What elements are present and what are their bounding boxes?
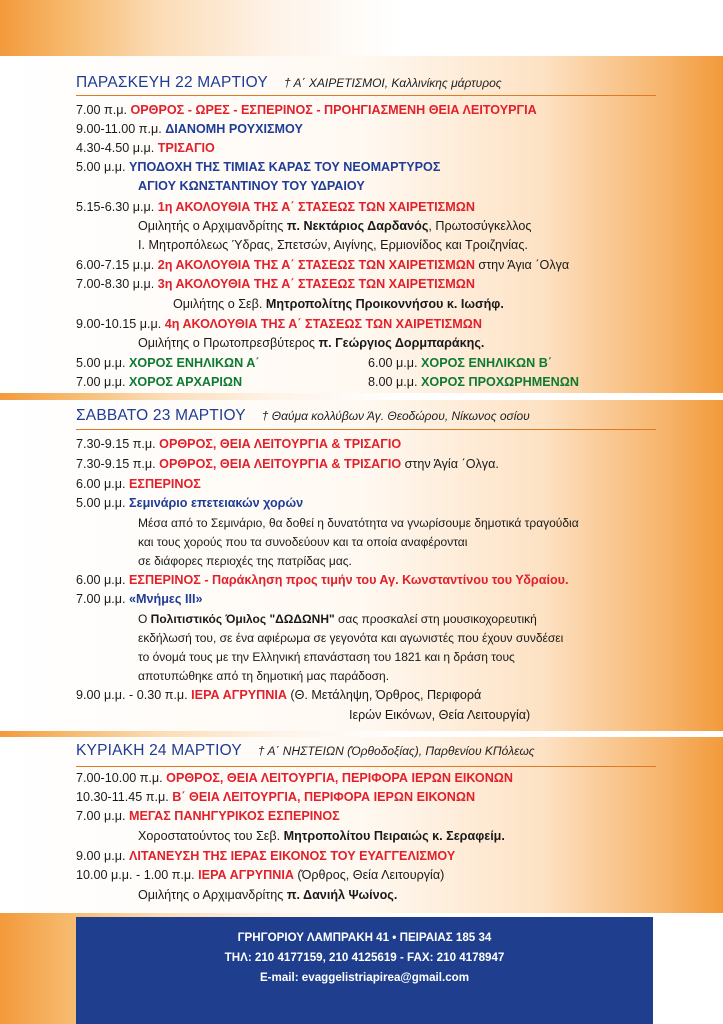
service: ΟΡΘΡΟΣ, ΘΕΙΑ ΛΕΙΤΟΥΡΓΙΑ & ΤΡΙΣΑΓΙΟ: [159, 437, 402, 451]
sunday-heading: [76, 742, 535, 760]
service: ΙΕΡΑ ΑΓΡΥΠΝΙΑ: [198, 868, 294, 882]
dance-group: ΧΟΡΟΣ ΑΡΧΑΡΙΩΝ: [129, 375, 243, 389]
speaker-line: [138, 828, 505, 845]
service: ΙΕΡΑ ΑΓΡΥΠΝΙΑ: [191, 688, 287, 702]
service-line: [76, 808, 340, 825]
speaker-line: [138, 335, 484, 352]
service: ΔΙΑΝΟΜΗ ΡΟΥΧΙΣΜΟΥ: [165, 122, 303, 136]
description-line: εκδήλωσή του, σε ένα αφιέρωμα σε γεγονότα και αγωνιστές που έχουν συνδέσει: [138, 631, 564, 645]
service: ΟΡΘΡΟΣ, ΘΕΙΑ ΛΕΙΤΟΥΡΓΙΑ, ΠΕΡΙΦΟΡΑ ΙΕΡΩΝ ΕΙΚΟΝΩΝ: [166, 771, 513, 785]
service: ΕΣΠΕΡΙΝΟΣ: [129, 477, 201, 491]
service-line: [76, 789, 475, 806]
speaker-label: Ομιλήτης ο Σεβ.: [173, 297, 266, 311]
service-line: [76, 591, 202, 608]
time: 7.00-10.00 π.μ.: [76, 771, 163, 785]
service: ΤΡΙΣΑΓΙΟ: [157, 141, 215, 155]
time: 10.00 μ.μ. - 1.00 π.μ.: [76, 868, 195, 882]
friday-heading: [76, 74, 502, 92]
divider: [76, 95, 656, 96]
speaker-line: [138, 887, 397, 904]
time: 9.00 μ.μ. - 0.30 π.μ.: [76, 688, 188, 702]
time: 6.00 μ.μ.: [76, 573, 126, 587]
service-line: [76, 159, 440, 176]
service: ΕΣΠΕΡΙΝΟΣ - Παράκληση προς τιμήν του Αγ. Κωνσταντίνου του Υδραίου.: [129, 573, 569, 587]
service-line: [76, 456, 499, 473]
day-title: ΣΑΒΒΑΤΟ 23 ΜΑΡΤΙΟΥ: [76, 407, 246, 424]
service-line: [76, 476, 201, 493]
service: 1η ΑΚΟΛΟΥΘΙΑ ΤΗΣ Α΄ ΣΤΑΣΕΩΣ ΤΩΝ ΧΑΙΡΕΤΙΣΜΩΝ: [157, 200, 475, 214]
time: 5.00 μ.μ.: [76, 160, 126, 174]
description-line: αποτυπώθηκε από τη δημοτική μας παράδοση.: [138, 669, 390, 683]
service-line: [76, 199, 475, 216]
service-line: [76, 140, 215, 157]
time: 9.00 μ.μ.: [76, 849, 126, 863]
day-title: ΚΥΡΙΑΚΗ 24 ΜΑΡΤΙΟΥ: [76, 742, 242, 759]
speaker-label: Ομιλήτης ο Αρχιμανδρίτης: [138, 888, 287, 902]
service-line: [76, 102, 537, 119]
time: 8.00 μ.μ.: [368, 375, 418, 389]
service-line: [76, 848, 455, 865]
time: 7.00 μ.μ.: [76, 375, 126, 389]
service: ΟΡΘΡΟΣ - ΩΡΕΣ - ΕΣΠΕΡΙΝΟΣ - ΠΡΟΗΓΙΑΣΜΕΝΗ ΘΕΙΑ ΛΕΙΤΟΥΡΓΙΑ: [130, 103, 537, 117]
address: ΓΡΗΓΟΡΙΟΥ ΛΑΜΠΡΑΚΗ 41 • ΠΕΙΡΑΙΑΣ 185 34: [237, 931, 492, 944]
service-line: [76, 316, 482, 333]
dance-group: ΧΟΡΟΣ ΕΝΗΛΙΚΩΝ Β΄: [421, 356, 553, 370]
time: 7.00 μ.μ.: [76, 809, 126, 823]
dance-group: ΧΟΡΟΣ ΠΡΟΧΩΡΗΜΕΝΩΝ: [421, 375, 579, 389]
service: Σεμινάριο επετειακών χορών: [129, 496, 304, 510]
feast-name: † Α΄ ΧΑΙΡΕΤΙΣΜΟΙ, Καλλινίκης μάρτυρος: [283, 76, 502, 90]
service-line: [76, 121, 303, 138]
text: Ο: [138, 612, 151, 626]
description-line: [138, 611, 537, 628]
time: 9.00-10.15 μ.μ.: [76, 317, 162, 331]
speaker-name: Μητροπολίτης Προικοννήσου κ. Ιωσήφ.: [265, 297, 504, 311]
service-line: [76, 257, 569, 274]
time: 5.00 μ.μ.: [76, 356, 126, 370]
service: ΟΡΘΡΟΣ, ΘΕΙΑ ΛΕΙΤΟΥΡΓΙΑ & ΤΡΙΣΑΓΙΟ: [159, 457, 402, 471]
time: 4.30-4.50 μ.μ.: [76, 141, 155, 155]
description-line: το όνομά τους με την Ελληνική επανάσταση του 1821 και η δράση τους: [138, 650, 515, 664]
service-line: [76, 867, 444, 884]
dance-class: [76, 355, 260, 372]
time: 7.30-9.15 π.μ.: [76, 437, 156, 451]
text: σας προσκαλεί στη μουσικοχορευτική: [334, 612, 537, 626]
speaker-role-line: Ι. Μητροπόλεως Ύδρας, Σπετσών, Αιγίνης, Ερμιονίδος και Τροιζηνίας.: [138, 238, 528, 252]
service: Β΄ ΘΕΙΑ ΛΕΙΤΟΥΡΓΙΑ, ΠΕΡΙΦΟΡΑ ΙΕΡΩΝ ΕΙΚΟΝΩΝ: [172, 790, 476, 804]
time: 6.00 μ.μ.: [368, 356, 418, 370]
service-continued: ΑΓΙΟΥ ΚΩΝΣΤΑΝΤΙΝΟΥ ΤΟΥ ΥΔΡΑΙΟΥ: [138, 179, 365, 193]
service-line: [76, 687, 481, 704]
description-line: Μέσα από το Σεμινάριο, θα δοθεί η δυνατότητα να γνωρίσουμε δημοτικά τραγούδια: [138, 516, 579, 530]
time: 7.00 π.μ.: [76, 103, 127, 117]
speaker-line: [138, 218, 531, 235]
divider: [76, 429, 656, 430]
saturday-heading: [76, 407, 530, 425]
service: «Μνήμες ΙΙΙ»: [129, 592, 203, 606]
speaker-line: [173, 296, 504, 313]
speaker-name: π. Γεώργιος Δορμπαράκης.: [318, 336, 485, 350]
time: 7.00-8.30 μ.μ.: [76, 277, 155, 291]
speaker-name: π. Δανιήλ Ψωίνος.: [286, 888, 398, 902]
time: 6.00 μ.μ.: [76, 477, 126, 491]
time: 10.30-11.45 π.μ.: [76, 790, 169, 804]
service: ΜΕΓΑΣ ΠΑΝΗΓΥΡΙΚΟΣ ΕΣΠΕΡΙΝΟΣ: [129, 809, 340, 823]
speaker-name: π. Νεκτάριος Δαρδανός: [286, 219, 429, 233]
dance-class: [76, 374, 242, 391]
organizer: Πολιτιστικός Όμιλος "ΔΩΔΩΝΗ": [150, 612, 335, 626]
location: στην Άγια ΄Ολγα: [474, 258, 570, 272]
phone-fax: ΤΗΛ: 210 4177159, 210 4125619 - FAX: 210 4178947: [224, 951, 505, 964]
time: 7.30-9.15 π.μ.: [76, 457, 156, 471]
time: 9.00-11.00 π.μ.: [76, 122, 162, 136]
dance-group: ΧΟΡΟΣ ΕΝΗΛΙΚΩΝ Α΄: [129, 356, 260, 370]
speaker-label: Ομιλητής ο Αρχιμανδρίτης: [138, 219, 287, 233]
divider: [76, 766, 656, 767]
service-line: [76, 770, 513, 787]
details-continued: Ιερών Εικόνων, Θεία Λειτουργία): [349, 708, 531, 722]
feast-name: † Α΄ ΝΗΣΤΕΙΩΝ (Όρθοδοξίας), Παρθενίου ΚΠόλεως: [257, 744, 535, 758]
time: 5.00 μ.μ.: [76, 496, 126, 510]
time: 5.15-6.30 μ.μ.: [76, 200, 155, 214]
day-title: ΠΑΡΑΣΚΕΥΗ 22 ΜΑΡΤΙΟΥ: [76, 74, 268, 91]
details: (Θ. Μετάληψη, Όρθρος, Περιφορά: [286, 688, 482, 702]
description-line: σε διάφορες περιοχές της πατρίδας μας.: [138, 554, 352, 568]
service-line: [76, 436, 401, 453]
email[interactable]: E-mail: evaggelistriapirea@gmail.com: [259, 971, 470, 984]
speaker-label: Χοροστατούντος του Σεβ.: [138, 829, 284, 843]
dance-class: [368, 355, 552, 372]
feast-name: † Θαύμα κολλύβων Άγ. Θεοδώρου, Νίκωνος οσίου: [261, 409, 530, 423]
speaker-label: Ομιλήτης ο Πρωτοπρεσβύτερος: [138, 336, 319, 350]
service: 4η ΑΚΟΛΟΥΘΙΑ ΤΗΣ Α΄ ΣΤΑΣΕΩΣ ΤΩΝ ΧΑΙΡΕΤΙΣΜΩΝ: [164, 317, 482, 331]
speaker-name: Μητροπολίτου Πειραιώς κ. Σεραφείμ.: [283, 829, 505, 843]
dance-class: [368, 374, 579, 391]
time: 7.00 μ.μ.: [76, 592, 126, 606]
contact-footer: [76, 917, 653, 1024]
service: 2η ΑΚΟΛΟΥΘΙΑ ΤΗΣ Α΄ ΣΤΑΣΕΩΣ ΤΩΝ ΧΑΙΡΕΤΙΣΜΩΝ: [157, 258, 475, 272]
description-line: και τους χορούς που τα συνοδεύουν και τα οποία αναφέρονται: [138, 535, 468, 549]
service-line: [76, 572, 568, 589]
service: ΥΠΟΔΟΧΗ ΤΗΣ ΤΙΜΙΑΣ ΚΑΡΑΣ ΤΟΥ ΝΕΟΜΑΡΤΥΡΟΣ: [129, 160, 441, 174]
speaker-role: , Πρωτοσύγκελλος: [428, 219, 532, 233]
service-line: [76, 276, 475, 293]
service: 3η ΑΚΟΛΟΥΘΙΑ ΤΗΣ Α΄ ΣΤΑΣΕΩΣ ΤΩΝ ΧΑΙΡΕΤΙΣΜΩΝ: [157, 277, 475, 291]
service: ΛΙΤΑΝΕΥΣΗ ΤΗΣ ΙΕΡΑΣ ΕΙΚΟΝΟΣ ΤΟΥ ΕΥΑΓΓΕΛΙΣΜΟΥ: [129, 849, 456, 863]
time: 6.00-7.15 μ.μ.: [76, 258, 155, 272]
service-line: [76, 495, 303, 512]
location: στην Άγία ΄Ολγα.: [401, 457, 499, 471]
details: (Όρθρος, Θεία Λειτουργία): [293, 868, 445, 882]
